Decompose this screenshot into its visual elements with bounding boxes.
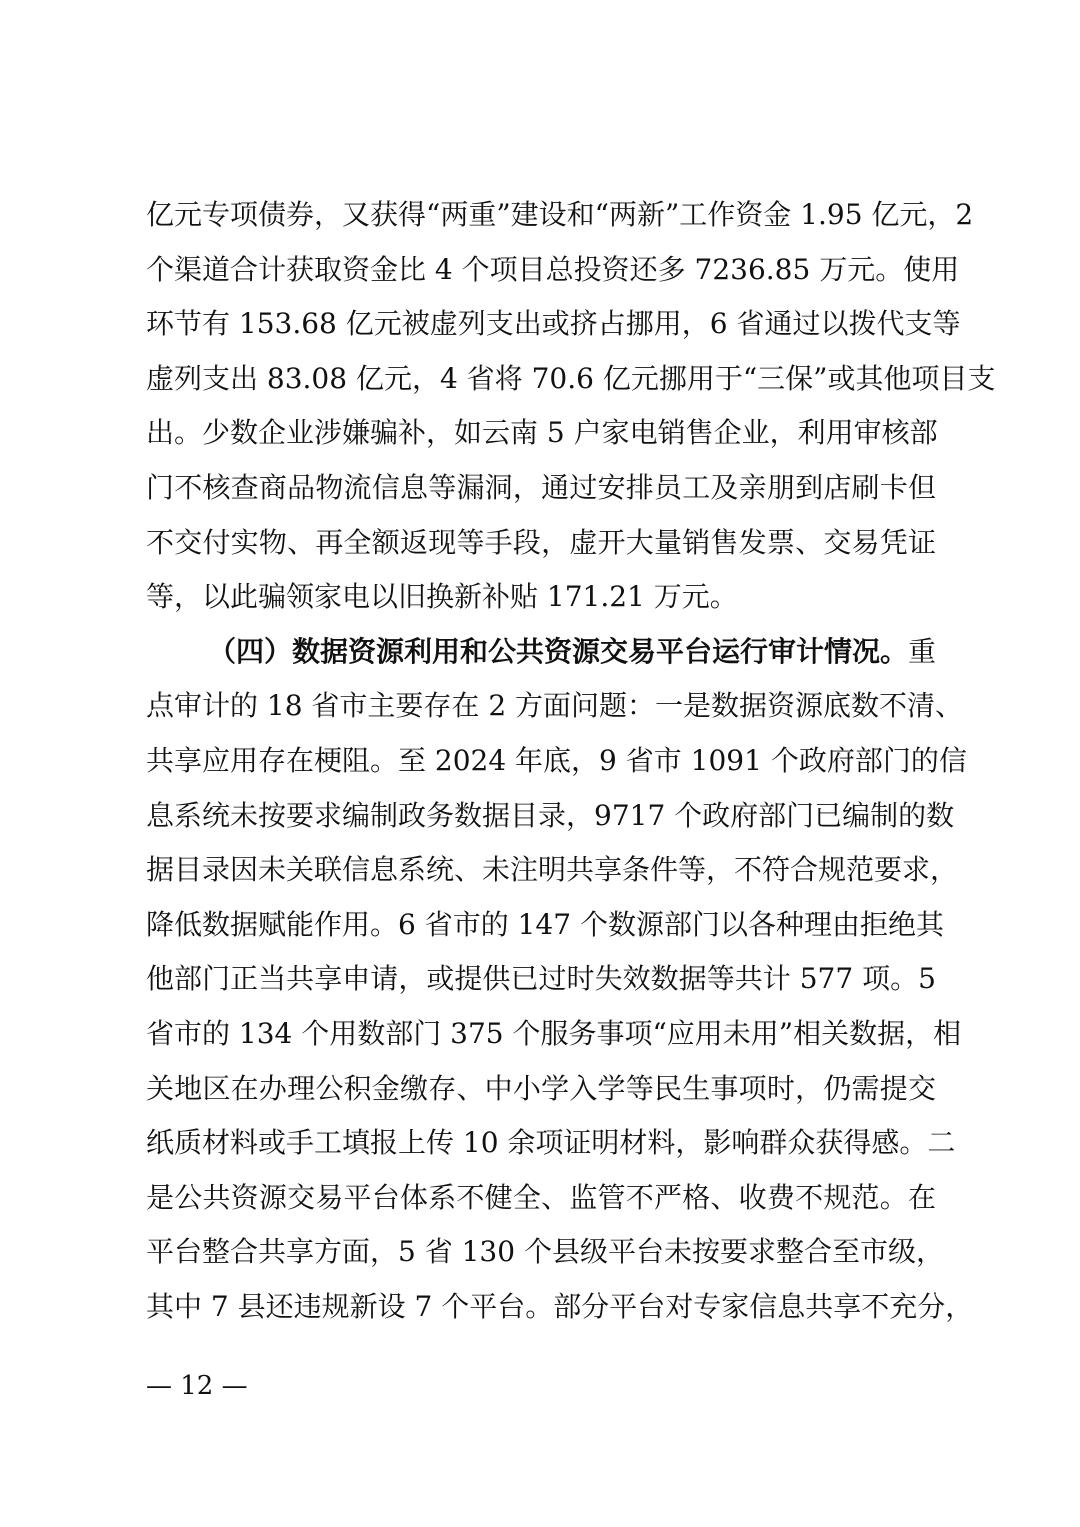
text-line: 平台整合共享方面，5 省 130 个县级平台未按要求整合至市级，: [146, 1235, 944, 1269]
paragraph-2: [146, 625, 974, 1335]
text-line: 亿元专项债券，又获得“两重”建设和“两新”工作资金 1.95 亿元，2: [146, 198, 974, 231]
text-line: 他部门正当共享申请，或提供已过时失效数据等共计 577 项。5: [146, 962, 936, 996]
page-number: — 12 —: [146, 1371, 248, 1401]
section-heading: （四）数据资源利用和公共资源交易平台运行审计情况。: [208, 634, 909, 668]
section-heading-line: [146, 625, 936, 680]
text-line: 虚列支出 83.08 亿元，4 省将 70.6 亿元挪用于“三保”或其他项目支: [146, 361, 996, 395]
text-line: 省市的 134 个用数部门 375 个服务事项“应用未用”相关数据，相: [146, 1016, 962, 1050]
text-line: 环节有 153.68 亿元被虚列支出或挤占挪用，6 省通过以拨代支等: [146, 307, 961, 341]
text-line: 其中 7 县还违规新设 7 个平台。部分平台对专家信息共享不充分，: [146, 1289, 974, 1323]
text-line: 息系统未按要求编制政务数据目录，9717 个政府部门已编制的数: [146, 798, 955, 832]
text-line: 关地区在办理公积金缴存、中小学入学等民生事项时，仍需提交: [146, 1071, 936, 1105]
text-line: 不交付实物、再全额返现等手段，虚开大量销售发票、交易凭证: [146, 525, 936, 559]
text-line: 降低数据赋能作用。6 省市的 147 个数源部门以各种理由拒绝其: [146, 907, 944, 941]
text-line: 是公共资源交易平台体系不健全、监管不严格、收费不规范。在: [146, 1180, 936, 1214]
text-line: 出。少数企业涉嫌骗补，如云南 5 户家电销售企业，利用审核部: [146, 416, 938, 450]
text-line: 共享应用存在梗阻。至 2024 年底，9 省市 1091 个政府部门的信: [146, 743, 967, 777]
heading-tail-text: 重: [908, 634, 937, 668]
text-line: 个渠道合计获取资金比 4 个项目总投资还多 7236.85 万元。使用: [146, 252, 960, 286]
text-line: 点审计的 18 省市主要存在 2 方面问题：一是数据资源底数不清、: [146, 689, 964, 723]
paragraph-1: [146, 188, 996, 625]
text-line: 门不核查商品物流信息等漏洞，通过安排员工及亲朋到店刷卡但: [146, 470, 936, 504]
text-line: 等，以此骗领家电以旧换新补贴 171.21 万元。: [146, 580, 738, 614]
text-line: 据目录因未关联信息系统、未注明共享条件等，不符合规范要求，: [146, 853, 959, 887]
body-text: [146, 188, 996, 1334]
text-line: 纸质材料或手工填报上传 10 余项证明材料，影响群众获得感。二: [146, 1126, 956, 1160]
